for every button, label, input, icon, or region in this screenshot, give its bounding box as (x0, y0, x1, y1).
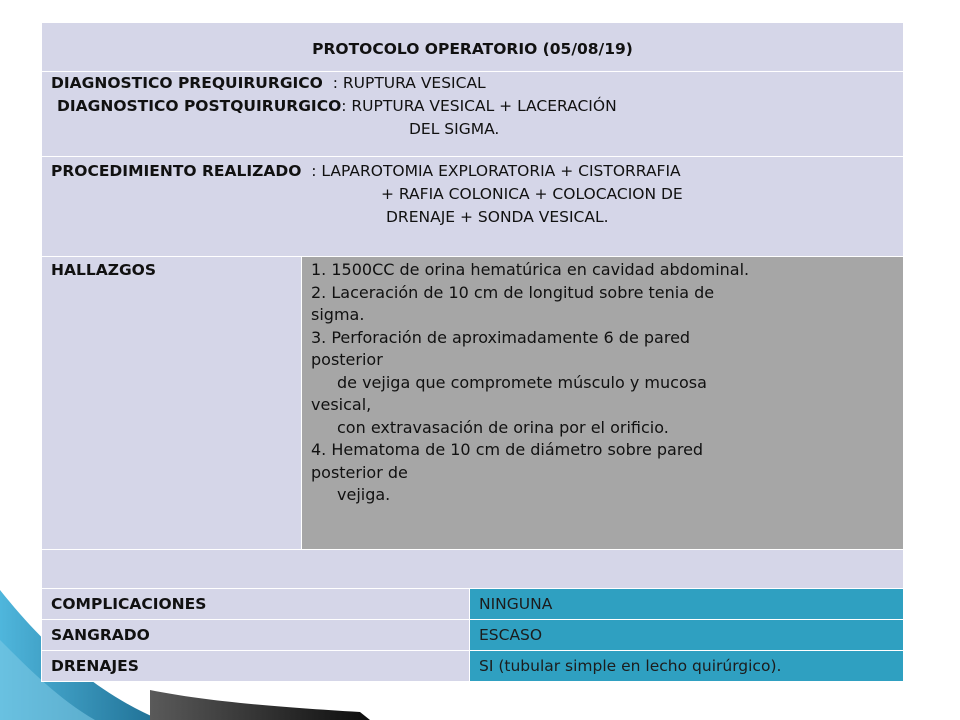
finding-line: vejiga. (337, 485, 391, 504)
pre-diagnosis-value: : RUPTURA VESICAL (322, 74, 486, 92)
bleeding-value: ESCASO (470, 620, 904, 651)
procedure-label: PROCEDIMIENTO REALIZADO (51, 162, 302, 180)
empty-cell (42, 550, 904, 589)
procedure-value-line1: : LAPAROTOMIA EXPLORATORIA + CISTORRAFIA (301, 162, 681, 180)
findings-label: HALLAZGOS (42, 257, 302, 550)
finding-line: con extravasación de orina por el orificio. (337, 417, 669, 437)
title-row (42, 23, 904, 72)
drains-row (42, 651, 904, 682)
operative-protocol-table (41, 22, 904, 682)
finding-line: 2. Laceración de 10 cm de longitud sobre tenia de (311, 282, 715, 302)
finding-line: posterior (311, 350, 383, 369)
drains-label: DRENAJES (42, 651, 470, 682)
complications-row (42, 589, 904, 620)
document-title: PROTOCOLO OPERATORIO (05/08/19) (42, 23, 904, 72)
empty-row (42, 550, 904, 589)
procedure-cell (42, 157, 904, 257)
bleeding-label: SANGRADO (42, 620, 470, 651)
finding-line: de vejiga que compromete músculo y mucosa (337, 372, 707, 392)
procedure-row (42, 157, 904, 257)
complications-value: NINGUNA (470, 589, 904, 620)
finding-line: 4. Hematoma de 10 cm de diámetro sobre pared (311, 440, 704, 459)
procedure-value-line3: DRENAJE + SONDA VESICAL. (386, 208, 609, 226)
diagnosis-row (42, 72, 904, 157)
post-diagnosis-continuation: DEL SIGMA. (409, 120, 500, 138)
findings-row (42, 257, 904, 550)
finding-line: vesical, (311, 395, 372, 414)
diagnosis-cell (42, 72, 904, 157)
finding-line: posterior de (311, 462, 408, 482)
complications-label: COMPLICACIONES (42, 589, 470, 620)
bleeding-row (42, 620, 904, 651)
finding-line: sigma. (311, 305, 365, 324)
drains-value: SI (tubular simple en lecho quirúrgico). (470, 651, 904, 682)
post-diagnosis-label: DIAGNOSTICO POSTQUIRURGICO (57, 97, 342, 115)
pre-diagnosis-label: DIAGNOSTICO PREQUIRURGICO (51, 74, 323, 92)
finding-line: 1. 1500CC de orina hematúrica en cavidad abdominal. (311, 260, 750, 279)
findings-value (302, 257, 904, 550)
dark-swoosh-decoration (150, 690, 370, 720)
procedure-value-line2: + RAFIA COLONICA + COLOCACION DE (381, 185, 683, 203)
post-diagnosis-value: : RUPTURA VESICAL + LACERACIÓN (341, 97, 617, 115)
finding-line: 3. Perforación de aproximadamente 6 de pared (311, 327, 691, 347)
